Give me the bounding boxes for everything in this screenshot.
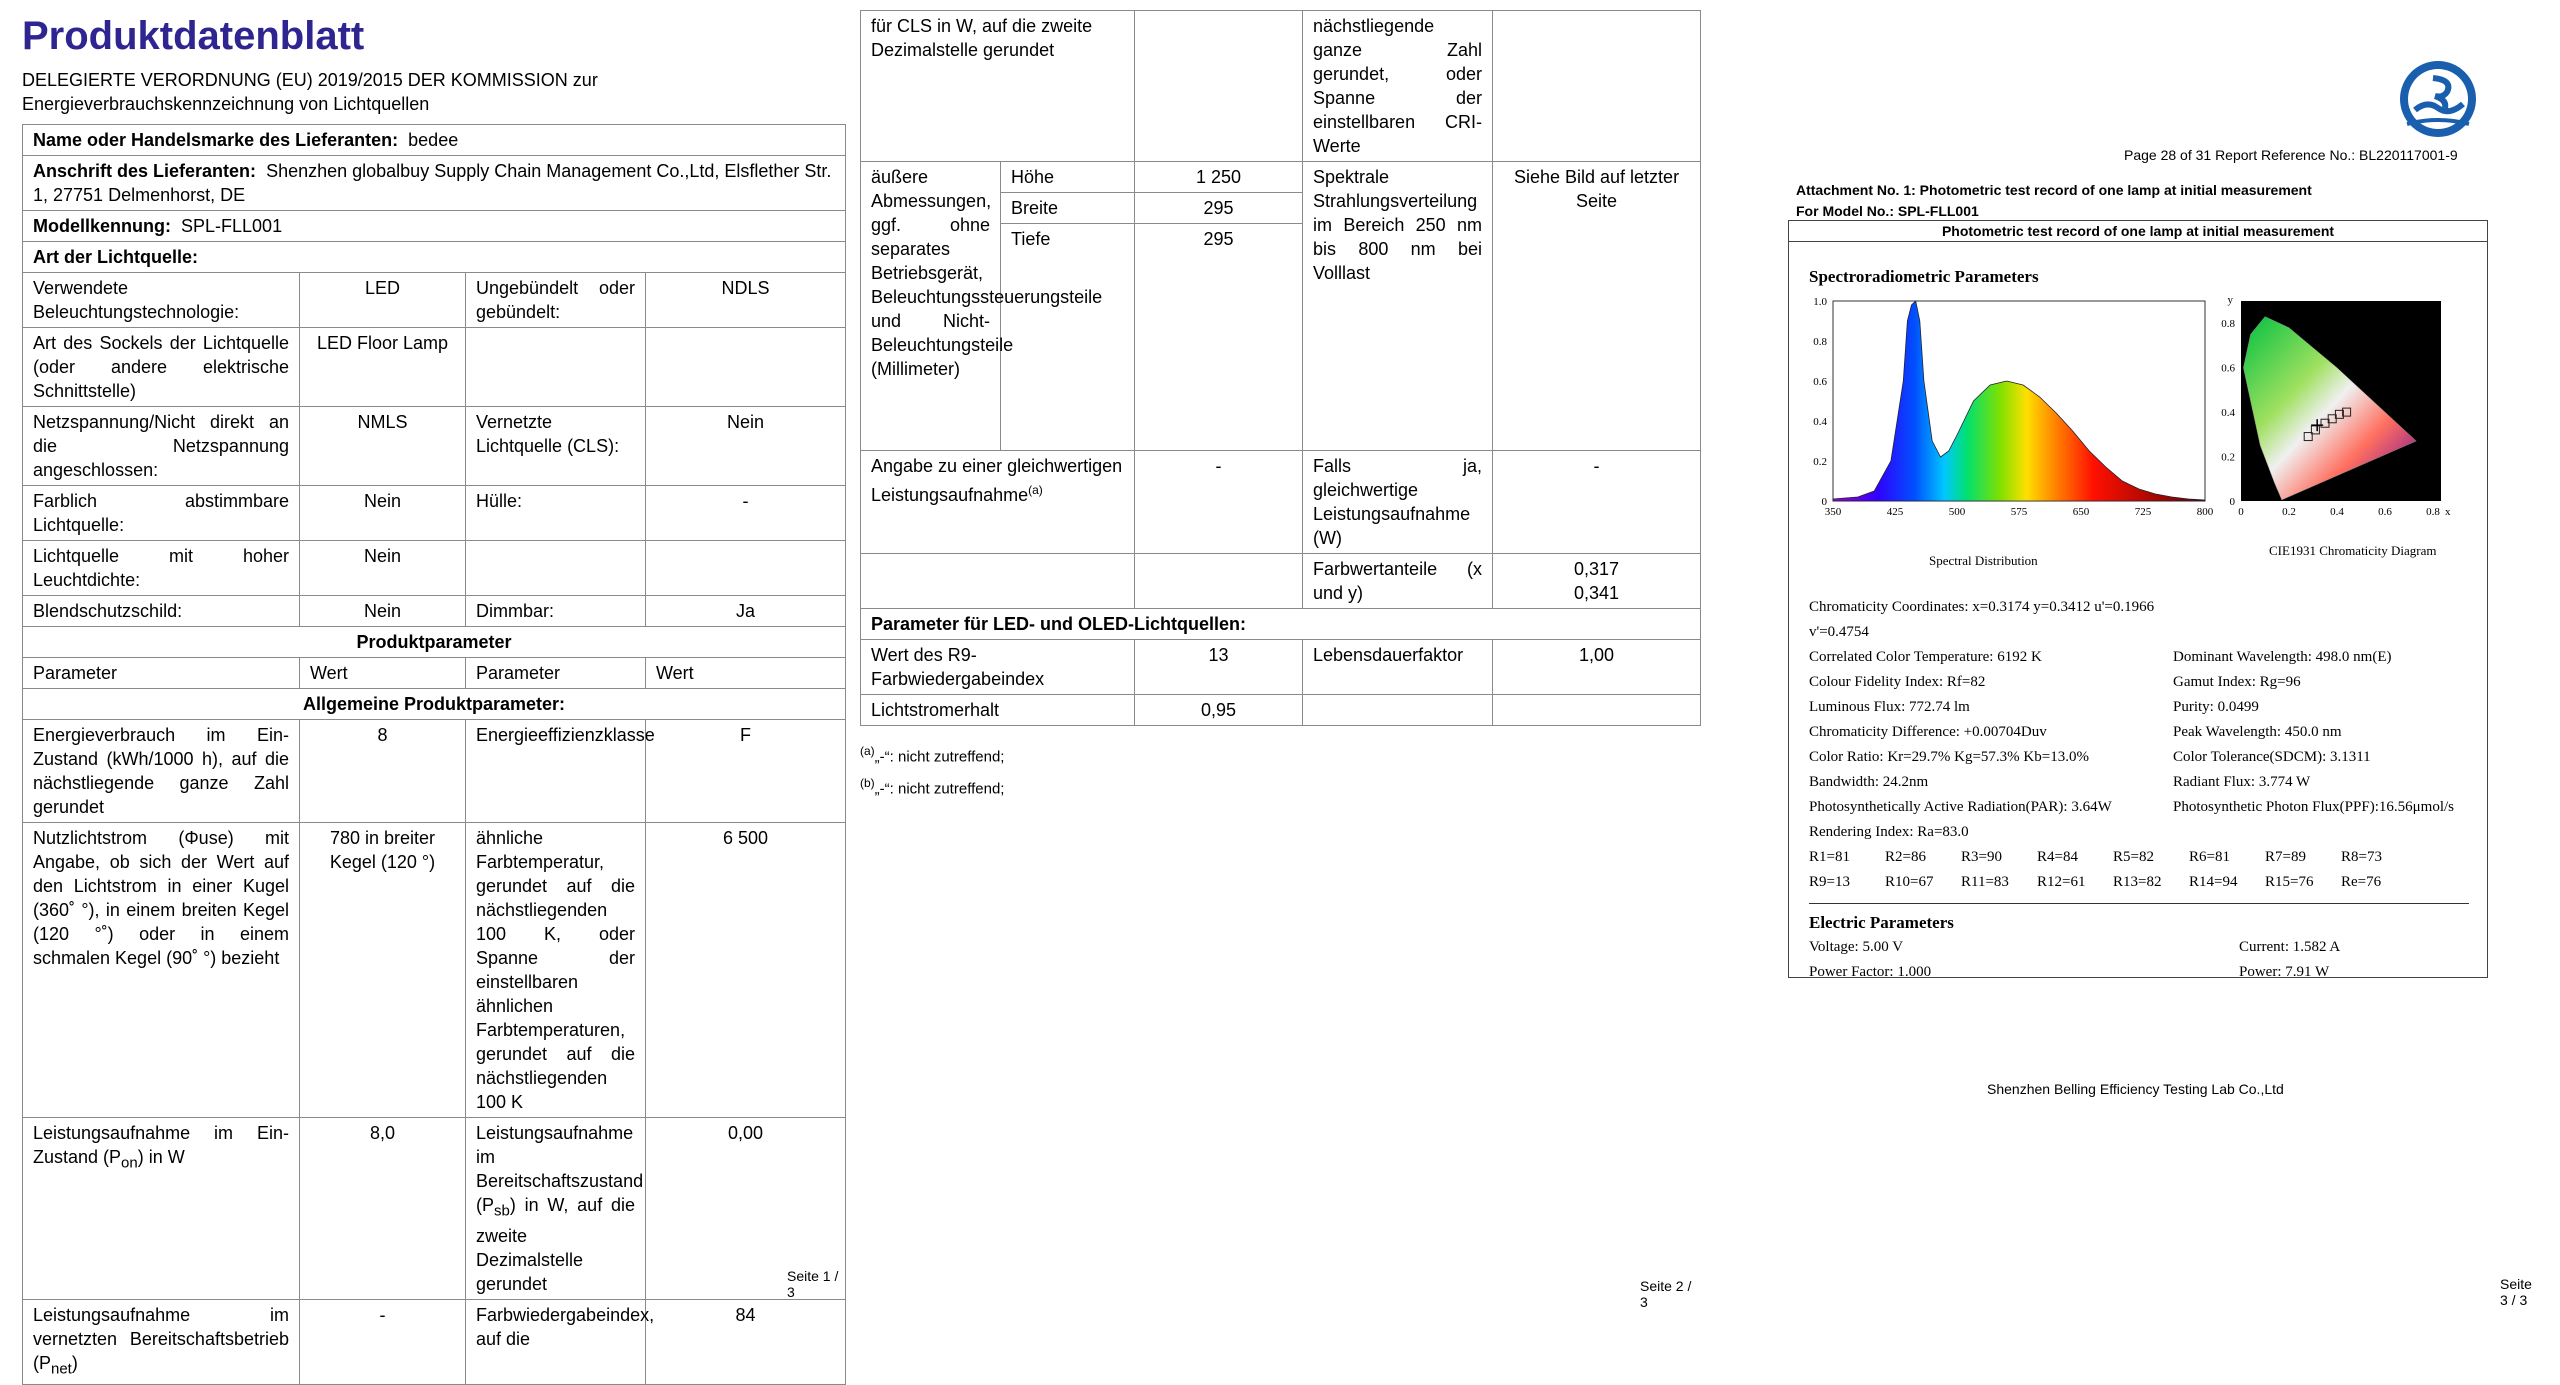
dimension-value: 295 <box>1135 224 1303 255</box>
param-label: Lebensdauerfaktor <box>1303 639 1493 694</box>
param-label: Lichtquelle mit hoher Leuchtdichte: <box>23 541 300 596</box>
footnotes <box>860 738 1700 803</box>
page-3 <box>1780 0 2532 1308</box>
param-label: Farblich abstimmbare Lichtquelle: <box>23 486 300 541</box>
param-label: Hülle: <box>466 486 646 541</box>
y-tick-label: 0 <box>2229 496 2235 508</box>
y-tick-label: 0.2 <box>1813 456 1827 468</box>
footnote-text: „-“: nicht zutreffend; <box>874 747 1005 765</box>
param-label: Farbwiedergabeindex, auf die <box>466 1299 646 1385</box>
param-label: ähnliche Farbtemperatur, gerundet auf die nächstliegenden 100 K, oder Spanne der einstellbaren ähnlichen Farbtemperaturen, gerundet auf die nächstliegenden 100 K <box>466 823 646 1118</box>
param-text: Radiant Flux: 3.774 W <box>2173 774 2311 790</box>
spectral-distribution-chart <box>1799 291 2219 521</box>
x-axis-label: x <box>2445 506 2451 518</box>
label-text: ) in W <box>137 1147 185 1167</box>
rendering-index-value: R11=83 <box>1961 874 2009 890</box>
param-row <box>1809 695 2479 720</box>
table-row <box>23 273 846 328</box>
x-tick-label: 500 <box>1948 506 1966 518</box>
param-label: nächstliegende ganze Zahl gerundet, oder Spanne der einstellbaren CRI-Werte <box>1303 11 1493 162</box>
param-row <box>1809 745 2479 770</box>
x-tick-label: 0.2 <box>2282 506 2296 518</box>
column-header: Wert <box>646 658 846 689</box>
footnote <box>860 770 1700 802</box>
y-tick-label: 0.4 <box>1813 416 1827 428</box>
dimension-name: Tiefe <box>1001 224 1135 255</box>
param-value: LED Floor Lamp <box>300 328 466 407</box>
x-tick-label: 0.4 <box>2330 506 2344 518</box>
x-tick-label: 725 <box>2134 506 2152 518</box>
table-row <box>861 162 1701 193</box>
param-value: Nein <box>300 596 466 627</box>
x-tick-label: 575 <box>2010 506 2028 518</box>
table-row <box>23 823 846 1118</box>
param-row <box>1809 595 2479 645</box>
param-text: Gamut Index: Rg=96 <box>2173 674 2301 690</box>
param-row <box>1809 645 2479 670</box>
table-row <box>861 694 1701 725</box>
dimension-name: Höhe <box>1001 162 1135 193</box>
param-text: Power: 7.91 W <box>2239 964 2330 980</box>
param-row <box>1809 670 2479 695</box>
label-text: Angabe zu einer gleichwertigen Leistungsaufnahme <box>871 455 1123 505</box>
table-row <box>23 407 846 486</box>
param-value: 1,00 <box>1493 639 1701 694</box>
param-value <box>1493 11 1701 162</box>
rendering-index-value: R3=90 <box>1961 849 2002 865</box>
param-value: NMLS <box>300 407 466 486</box>
rendering-index-value: R15=76 <box>2265 874 2314 890</box>
label-subscript: sb <box>494 1202 510 1220</box>
param-text: Dominant Wavelength: 498.0 nm(E) <box>2173 649 2392 665</box>
rendering-index-value: R9=13 <box>1809 874 1850 890</box>
rendering-index-value: R13=82 <box>2113 874 2162 890</box>
footnote-ref: (b) <box>860 775 875 790</box>
y-tick-label: 0.6 <box>2221 362 2235 375</box>
report-reference: Page 28 of 31 Report Reference No.: BL220117001-9 <box>2124 147 2458 163</box>
table-row <box>23 689 846 720</box>
dimension-value: 1 250 <box>1135 162 1303 193</box>
param-text: Color Ratio: Kr=29.7% Kg=57.3% Kb=13.0% <box>1809 749 2089 765</box>
table-row <box>23 156 846 211</box>
param-text: Peak Wavelength: 450.0 nm <box>2173 724 2342 740</box>
for-model: For Model No.: SPL-FLL001 <box>1796 203 1979 219</box>
param-label: Art des Sockels der Lichtquelle (oder andere elektrische Schnittstelle) <box>23 328 300 407</box>
param-value: NDLS <box>646 273 846 328</box>
param-label: Nutzlichtstrom (Φuse) mit Angabe, ob sich der Wert auf den Lichtstrom in einer Kugel (360˚ °), in einem breiten Kegel (120 °˚) oder in einem schmalen Kegel (90˚ °) bezieht <box>23 823 300 1118</box>
param-label: Ungebündelt oder gebündelt: <box>466 273 646 328</box>
product-data-table <box>22 124 846 1385</box>
rendering-index-value: R14=94 <box>2189 874 2238 890</box>
page-1 <box>22 0 845 1385</box>
param-label: Falls ja, gleichwertige Leistungsaufnahme (W) <box>1303 450 1493 553</box>
cie-caption: CIE1931 Chromaticity Diagram <box>2269 543 2437 558</box>
param-label <box>23 1299 300 1385</box>
param-text: Luminous Flux: 772.74 lm <box>1809 699 1970 715</box>
footnote-ref: (a) <box>1028 482 1043 497</box>
page-number: Seite 2 / 3 <box>1640 1278 1692 1310</box>
empty-cell <box>861 553 1135 608</box>
y-tick-label: 0 <box>1821 496 1827 508</box>
attachment-title: Attachment No. 1: Photometric test record of one lamp at initial measurement <box>1796 182 2312 198</box>
x-tick-label: 650 <box>2072 506 2090 518</box>
rendering-index-value: R1=81 <box>1809 849 1850 865</box>
label-subscript: net <box>51 1360 72 1378</box>
label-text: ) <box>71 1352 78 1373</box>
y-tick-label: 1.0 <box>1813 296 1827 308</box>
param-value: Nein <box>646 407 846 486</box>
param-text: Color Tolerance(SDCM): 3.1311 <box>2173 749 2371 765</box>
page-number: Seite 3 / 3 <box>2500 1276 2532 1308</box>
column-header: Wert <box>300 658 466 689</box>
param-value: - <box>1135 450 1303 553</box>
photometric-record-box <box>1788 220 2488 978</box>
table-row <box>23 720 846 823</box>
table-row <box>861 450 1701 553</box>
param-text: Purity: 0.0499 <box>2173 699 2259 715</box>
param-value: 8 <box>300 720 466 823</box>
param-value: F <box>646 720 846 823</box>
dimensions-label: äußere Abmessungen, ggf. ohne separates Betriebsgerät, Beleuchtungssteuerungsteile und Nicht-Beleuchtungsteile (Millimeter) <box>861 162 1001 451</box>
param-text: Current: 1.582 A <box>2239 939 2341 955</box>
regulation-subtitle: DELEGIERTE VERORDNUNG (EU) 2019/2015 DER KOMMISSION zur Energieverbrauchskennzeichnung von Lichtquellen <box>22 70 598 114</box>
rendering-index-value: R10=67 <box>1885 874 1934 890</box>
product-params-heading: Produktparameter <box>23 627 846 658</box>
rendering-index-value: R8=73 <box>2341 849 2382 865</box>
table-row <box>861 608 1701 639</box>
footnote-text: „-“: nicht zutreffend; <box>874 780 1005 798</box>
param-label <box>466 328 646 407</box>
param-value: Nein <box>300 541 466 596</box>
rendering-row <box>1809 870 2479 895</box>
param-value: - <box>1493 450 1701 553</box>
table-row <box>861 553 1701 608</box>
param-label: Blendschutzschild: <box>23 596 300 627</box>
y-tick-label: 0.2 <box>2221 451 2235 464</box>
chroma-x-value: 0,317 <box>1573 558 1620 579</box>
param-value: 780 in breiter Kegel (120 °) <box>300 823 466 1118</box>
param-label: Energieverbrauch im Ein-Zustand (kWh/1000 h), auf die nächstliegende ganze Zahl gerundet <box>23 720 300 823</box>
label-text: Leistungsaufnahme im Ein-Zustand (P <box>33 1123 289 1167</box>
y-tick-label: 0.4 <box>2221 407 2235 420</box>
table-row <box>23 541 846 596</box>
dimension-value: 295 <box>1135 193 1303 224</box>
param-row <box>1809 720 2479 745</box>
param-value: LED <box>300 273 466 328</box>
param-value: Siehe Bild auf letzter Seite <box>1493 162 1701 451</box>
param-value: 84 <box>646 1299 846 1385</box>
lab-name: Shenzhen Belling Efficiency Testing Lab Co.,Ltd <box>1987 1081 2284 1097</box>
supplier-label: Name oder Handelsmarke des Lieferanten: <box>33 130 399 150</box>
y-tick-label: 0.8 <box>1813 336 1827 348</box>
table-row <box>23 242 846 273</box>
model-label: Modellkennung: <box>33 216 171 236</box>
y-tick-label: 0.8 <box>2221 318 2235 331</box>
label-text: ) in W, auf die zweite Dezimalstelle gerundet <box>476 1195 635 1294</box>
lab-logo-icon <box>2397 58 2479 140</box>
table-row <box>23 627 846 658</box>
cie-chromaticity-chart <box>2207 291 2451 526</box>
dimension-name: Breite <box>1001 193 1135 224</box>
general-params-heading: Allgemeine Produktparameter: <box>23 689 846 720</box>
x-tick-label: 425 <box>1886 506 1904 518</box>
address-value: Shenzhen globalbuy Supply Chain Management Co.,Ltd, Elsflether Str. 1, 27751 Delmenhorst, DE <box>33 161 832 205</box>
page-2 <box>860 10 1700 1310</box>
box-title: Photometric test record of one lamp at initial measurement <box>1789 221 2487 242</box>
empty-cell <box>1135 254 1303 450</box>
empty-cell <box>1493 694 1701 725</box>
param-row <box>1809 935 2479 960</box>
page-number: Seite 1 / 3 <box>787 1268 839 1300</box>
table-row <box>23 1299 846 1385</box>
param-text: Photosynthetically Active Radiation(PAR): 3.64W <box>1809 799 2112 815</box>
param-text: Power Factor: 1.000 <box>1809 964 1932 980</box>
table-row <box>861 639 1701 694</box>
param-label: Energieeffizienzklasse <box>466 720 646 823</box>
label-text: Leistungsaufnahme im vernetzten Bereitschaftsbetrieb (P <box>33 1304 289 1373</box>
column-header: Parameter <box>23 658 300 689</box>
divider <box>1809 903 2469 904</box>
param-label <box>466 541 646 596</box>
param-value: Nein <box>300 486 466 541</box>
table-row <box>23 328 846 407</box>
param-value: 13 <box>1135 639 1303 694</box>
param-text: Voltage: 5.00 V <box>1809 939 1904 955</box>
footnote <box>860 738 1700 770</box>
table-row <box>23 125 846 156</box>
address-label: Anschrift des Lieferanten: <box>33 161 257 181</box>
param-label: Wert des R9-Farbwiedergabeindex <box>861 639 1135 694</box>
rendering-index-value: R7=89 <box>2265 849 2306 865</box>
rendering-index-value: R6=81 <box>2189 849 2230 865</box>
label-text: Leistungsaufnahme im Bereitschaftszustand (P <box>476 1123 644 1215</box>
params-list <box>1809 595 2479 985</box>
rendering-row <box>1809 845 2479 870</box>
table-row <box>861 11 1701 162</box>
param-label: Farbwertanteile (x und y) <box>1303 553 1493 608</box>
y-tick-label: 0.6 <box>1813 376 1827 388</box>
param-label: Dimmbar: <box>466 596 646 627</box>
param-label: Spektrale Strahlungsverteilung im Bereich 250 nm bis 800 nm bei Volllast <box>1303 162 1493 451</box>
param-value <box>646 328 846 407</box>
footnote-ref: (a) <box>860 743 875 758</box>
param-value: 0,95 <box>1135 694 1303 725</box>
empty-cell <box>1135 553 1303 608</box>
y-axis-label: y <box>2227 294 2233 306</box>
rendering-index-value: R2=86 <box>1885 849 1926 865</box>
column-header: Parameter <box>466 658 646 689</box>
empty-cell <box>1001 254 1135 450</box>
param-label: Lichtstromerhalt <box>861 694 1135 725</box>
table-row <box>23 596 846 627</box>
param-text: Colour Fidelity Index: Rf=82 <box>1809 674 1986 690</box>
model-value: SPL-FLL001 <box>181 216 283 236</box>
param-text: Bandwidth: 24.2nm <box>1809 774 1929 790</box>
spectro-heading: Spectroradiometric Parameters <box>1809 267 2039 286</box>
param-value: 0,00 <box>646 1118 846 1300</box>
param-value: - <box>300 1299 466 1385</box>
product-data-table-continued <box>860 10 1701 726</box>
label-subscript: on <box>121 1154 138 1172</box>
x-tick-label: 350 <box>1824 506 1842 518</box>
param-row <box>1809 820 2479 845</box>
param-value: Ja <box>646 596 846 627</box>
param-label: Verwendete Beleuchtungstechnologie: <box>23 273 300 328</box>
spectrum-caption: Spectral Distribution <box>1929 553 2038 568</box>
param-row <box>1809 770 2479 795</box>
light-source-type-heading: Art der Lichtquelle: <box>23 242 846 273</box>
x-tick-label: 0 <box>2238 506 2244 518</box>
rendering-index-value: R12=61 <box>2037 874 2086 890</box>
electric-heading: Electric Parameters <box>1809 913 1954 932</box>
param-value: - <box>646 486 846 541</box>
empty-cell <box>1303 694 1493 725</box>
param-value: 6 500 <box>646 823 846 1118</box>
page-title: Produktdatenblatt <box>22 14 365 58</box>
x-tick-label: 0.8 <box>2426 506 2440 518</box>
param-text: Chromaticity Difference: +0.00704Duv <box>1809 724 2047 740</box>
param-label: für CLS in W, auf die zweite Dezimalstelle gerundet <box>861 11 1135 162</box>
x-tick-label: 0.6 <box>2378 506 2392 518</box>
param-value: 8,0 <box>300 1118 466 1300</box>
param-text: Photosynthetic Photon Flux(PPF):16.56μmol/s <box>2173 799 2455 815</box>
param-row <box>1809 795 2479 820</box>
x-tick-label: 800 <box>2196 506 2214 518</box>
param-label <box>23 1118 300 1300</box>
chroma-y-value: 0,341 <box>1573 582 1620 603</box>
led-params-heading: Parameter für LED- und OLED-Lichtquellen: <box>861 608 1701 639</box>
param-text: Rendering Index: Ra=83.0 <box>1809 824 1969 840</box>
rendering-index-value: R4=84 <box>2037 849 2078 865</box>
param-label: Netzspannung/Nicht direkt an die Netzspannung angeschlossen: <box>23 407 300 486</box>
param-label <box>466 1118 646 1300</box>
param-row <box>1809 960 2479 985</box>
param-label <box>861 450 1135 553</box>
param-value <box>1493 553 1701 608</box>
table-header-row <box>23 658 846 689</box>
rendering-index-value: R5=82 <box>2113 849 2154 865</box>
table-row <box>23 1118 846 1300</box>
param-value <box>646 541 846 596</box>
rendering-index-value: Re=76 <box>2341 874 2382 890</box>
supplier-value: bedee <box>408 130 459 150</box>
table-row <box>23 211 846 242</box>
param-value <box>1135 11 1303 162</box>
param-text: Chromaticity Coordinates: x=0.3174 y=0.3412 u'=0.1966 v'=0.4754 <box>1809 599 2155 640</box>
table-row <box>23 486 846 541</box>
param-label: Vernetzte Lichtquelle (CLS): <box>466 407 646 486</box>
param-text: Correlated Color Temperature: 6192 K <box>1809 649 2042 665</box>
